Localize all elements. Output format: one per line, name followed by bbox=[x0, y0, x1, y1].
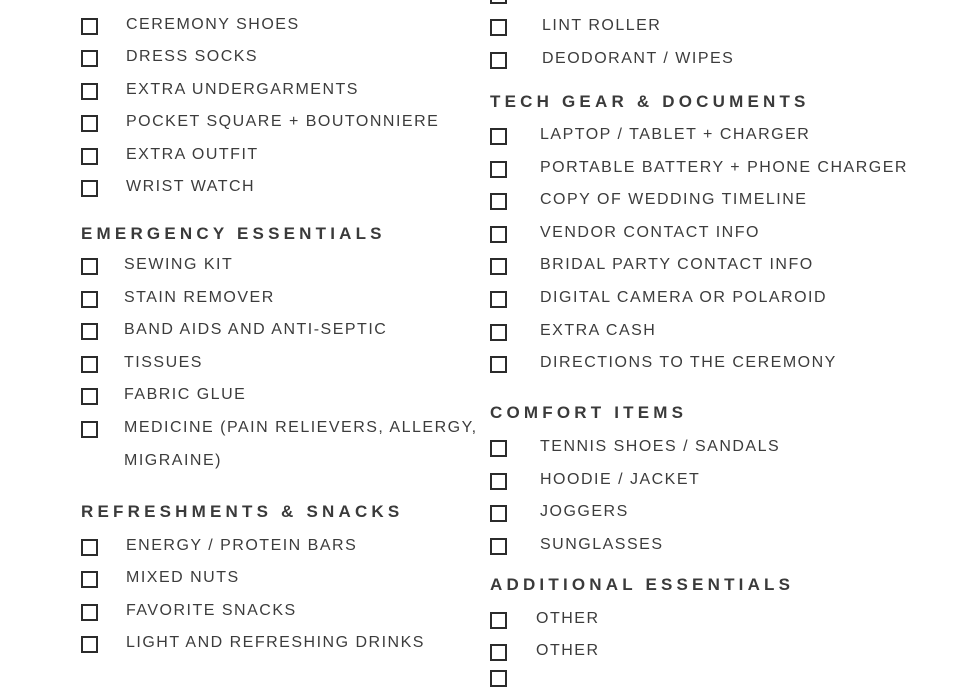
checkbox[interactable] bbox=[490, 612, 507, 629]
checkbox[interactable] bbox=[81, 604, 98, 621]
checkbox[interactable] bbox=[490, 356, 507, 373]
section-heading-tech: TECH GEAR & DOCUMENTS bbox=[490, 92, 810, 111]
item-label: FABRIC GLUE bbox=[124, 386, 247, 403]
checkbox[interactable] bbox=[490, 440, 507, 457]
checkbox[interactable] bbox=[490, 538, 507, 555]
item-label: TISSUES bbox=[124, 354, 203, 371]
item-label: POCKET SQUARE + BOUTONNIERE bbox=[126, 113, 440, 130]
checkbox[interactable] bbox=[81, 323, 98, 340]
checkbox[interactable] bbox=[81, 421, 98, 438]
section-heading-additional: ADDITIONAL ESSENTIALS bbox=[490, 575, 795, 594]
checkbox[interactable] bbox=[81, 291, 98, 308]
checkbox[interactable] bbox=[81, 388, 98, 405]
checkbox[interactable] bbox=[81, 50, 98, 67]
item-label: EXTRA CASH bbox=[540, 322, 657, 339]
checkbox[interactable] bbox=[81, 115, 98, 132]
item-label: COPY OF WEDDING TIMELINE bbox=[540, 191, 808, 208]
section-heading-emergency: EMERGENCY ESSENTIALS bbox=[81, 224, 386, 243]
item-label: LIGHT AND REFRESHING DRINKS bbox=[126, 634, 425, 651]
item-label: OTHER bbox=[536, 642, 600, 659]
item-label: LAPTOP / TABLET + CHARGER bbox=[540, 126, 811, 143]
partial-checkbox-bottom[interactable] bbox=[490, 670, 507, 687]
item-label: LINT ROLLER bbox=[542, 17, 662, 34]
checkbox[interactable] bbox=[490, 52, 507, 69]
checkbox[interactable] bbox=[81, 148, 98, 165]
checkbox[interactable] bbox=[490, 258, 507, 275]
item-label: DRESS SOCKS bbox=[126, 48, 259, 65]
checkbox[interactable] bbox=[490, 324, 507, 341]
item-label: SUNGLASSES bbox=[540, 536, 664, 553]
item-label: BRIDAL PARTY CONTACT INFO bbox=[540, 256, 814, 273]
item-label: DIGITAL CAMERA OR POLAROID bbox=[540, 289, 828, 306]
checkbox[interactable] bbox=[81, 18, 98, 35]
checkbox[interactable] bbox=[490, 193, 507, 210]
item-label: MEDICINE (PAIN RELIEVERS, ALLERGY, bbox=[124, 419, 478, 436]
section-heading-refreshments: REFRESHMENTS & SNACKS bbox=[81, 502, 404, 521]
checkbox[interactable] bbox=[490, 644, 507, 661]
checkbox[interactable] bbox=[490, 128, 507, 145]
item-label: VENDOR CONTACT INFO bbox=[540, 224, 760, 241]
item-label: STAIN REMOVER bbox=[124, 289, 275, 306]
item-label: ENERGY / PROTEIN BARS bbox=[126, 537, 358, 554]
item-label: SEWING KIT bbox=[124, 256, 234, 273]
checkbox[interactable] bbox=[81, 83, 98, 100]
checkbox[interactable] bbox=[490, 161, 507, 178]
checkbox[interactable] bbox=[490, 19, 507, 36]
item-label-continued: MIGRAINE) bbox=[124, 452, 222, 469]
checkbox[interactable] bbox=[490, 473, 507, 490]
item-label: DEODORANT / WIPES bbox=[542, 50, 735, 67]
item-label: DIRECTIONS TO THE CEREMONY bbox=[540, 354, 837, 371]
checkbox[interactable] bbox=[81, 180, 98, 197]
item-label: OTHER bbox=[536, 610, 600, 627]
section-heading-comfort: COMFORT ITEMS bbox=[490, 403, 688, 422]
checkbox[interactable] bbox=[81, 539, 98, 556]
item-label: JOGGERS bbox=[540, 503, 629, 520]
item-label: TENNIS SHOES / SANDALS bbox=[540, 438, 781, 455]
checkbox[interactable] bbox=[490, 291, 507, 308]
checkbox[interactable] bbox=[81, 258, 98, 275]
item-label: HOODIE / JACKET bbox=[540, 471, 701, 488]
item-label: EXTRA OUTFIT bbox=[126, 146, 259, 163]
checkbox[interactable] bbox=[81, 636, 98, 653]
item-label: PORTABLE BATTERY + PHONE CHARGER bbox=[540, 159, 908, 176]
checkbox[interactable] bbox=[81, 571, 98, 588]
item-label: BAND AIDS AND ANTI-SEPTIC bbox=[124, 321, 388, 338]
checkbox[interactable] bbox=[81, 356, 98, 373]
item-label: EXTRA UNDERGARMENTS bbox=[126, 81, 359, 98]
item-label: MIXED NUTS bbox=[126, 569, 240, 586]
item-label: FAVORITE SNACKS bbox=[126, 602, 297, 619]
checkbox[interactable] bbox=[490, 505, 507, 522]
item-label: WRIST WATCH bbox=[126, 178, 256, 195]
item-label: CEREMONY SHOES bbox=[126, 16, 300, 33]
checkbox[interactable] bbox=[490, 226, 507, 243]
partial-checkbox-top[interactable] bbox=[490, 0, 507, 4]
